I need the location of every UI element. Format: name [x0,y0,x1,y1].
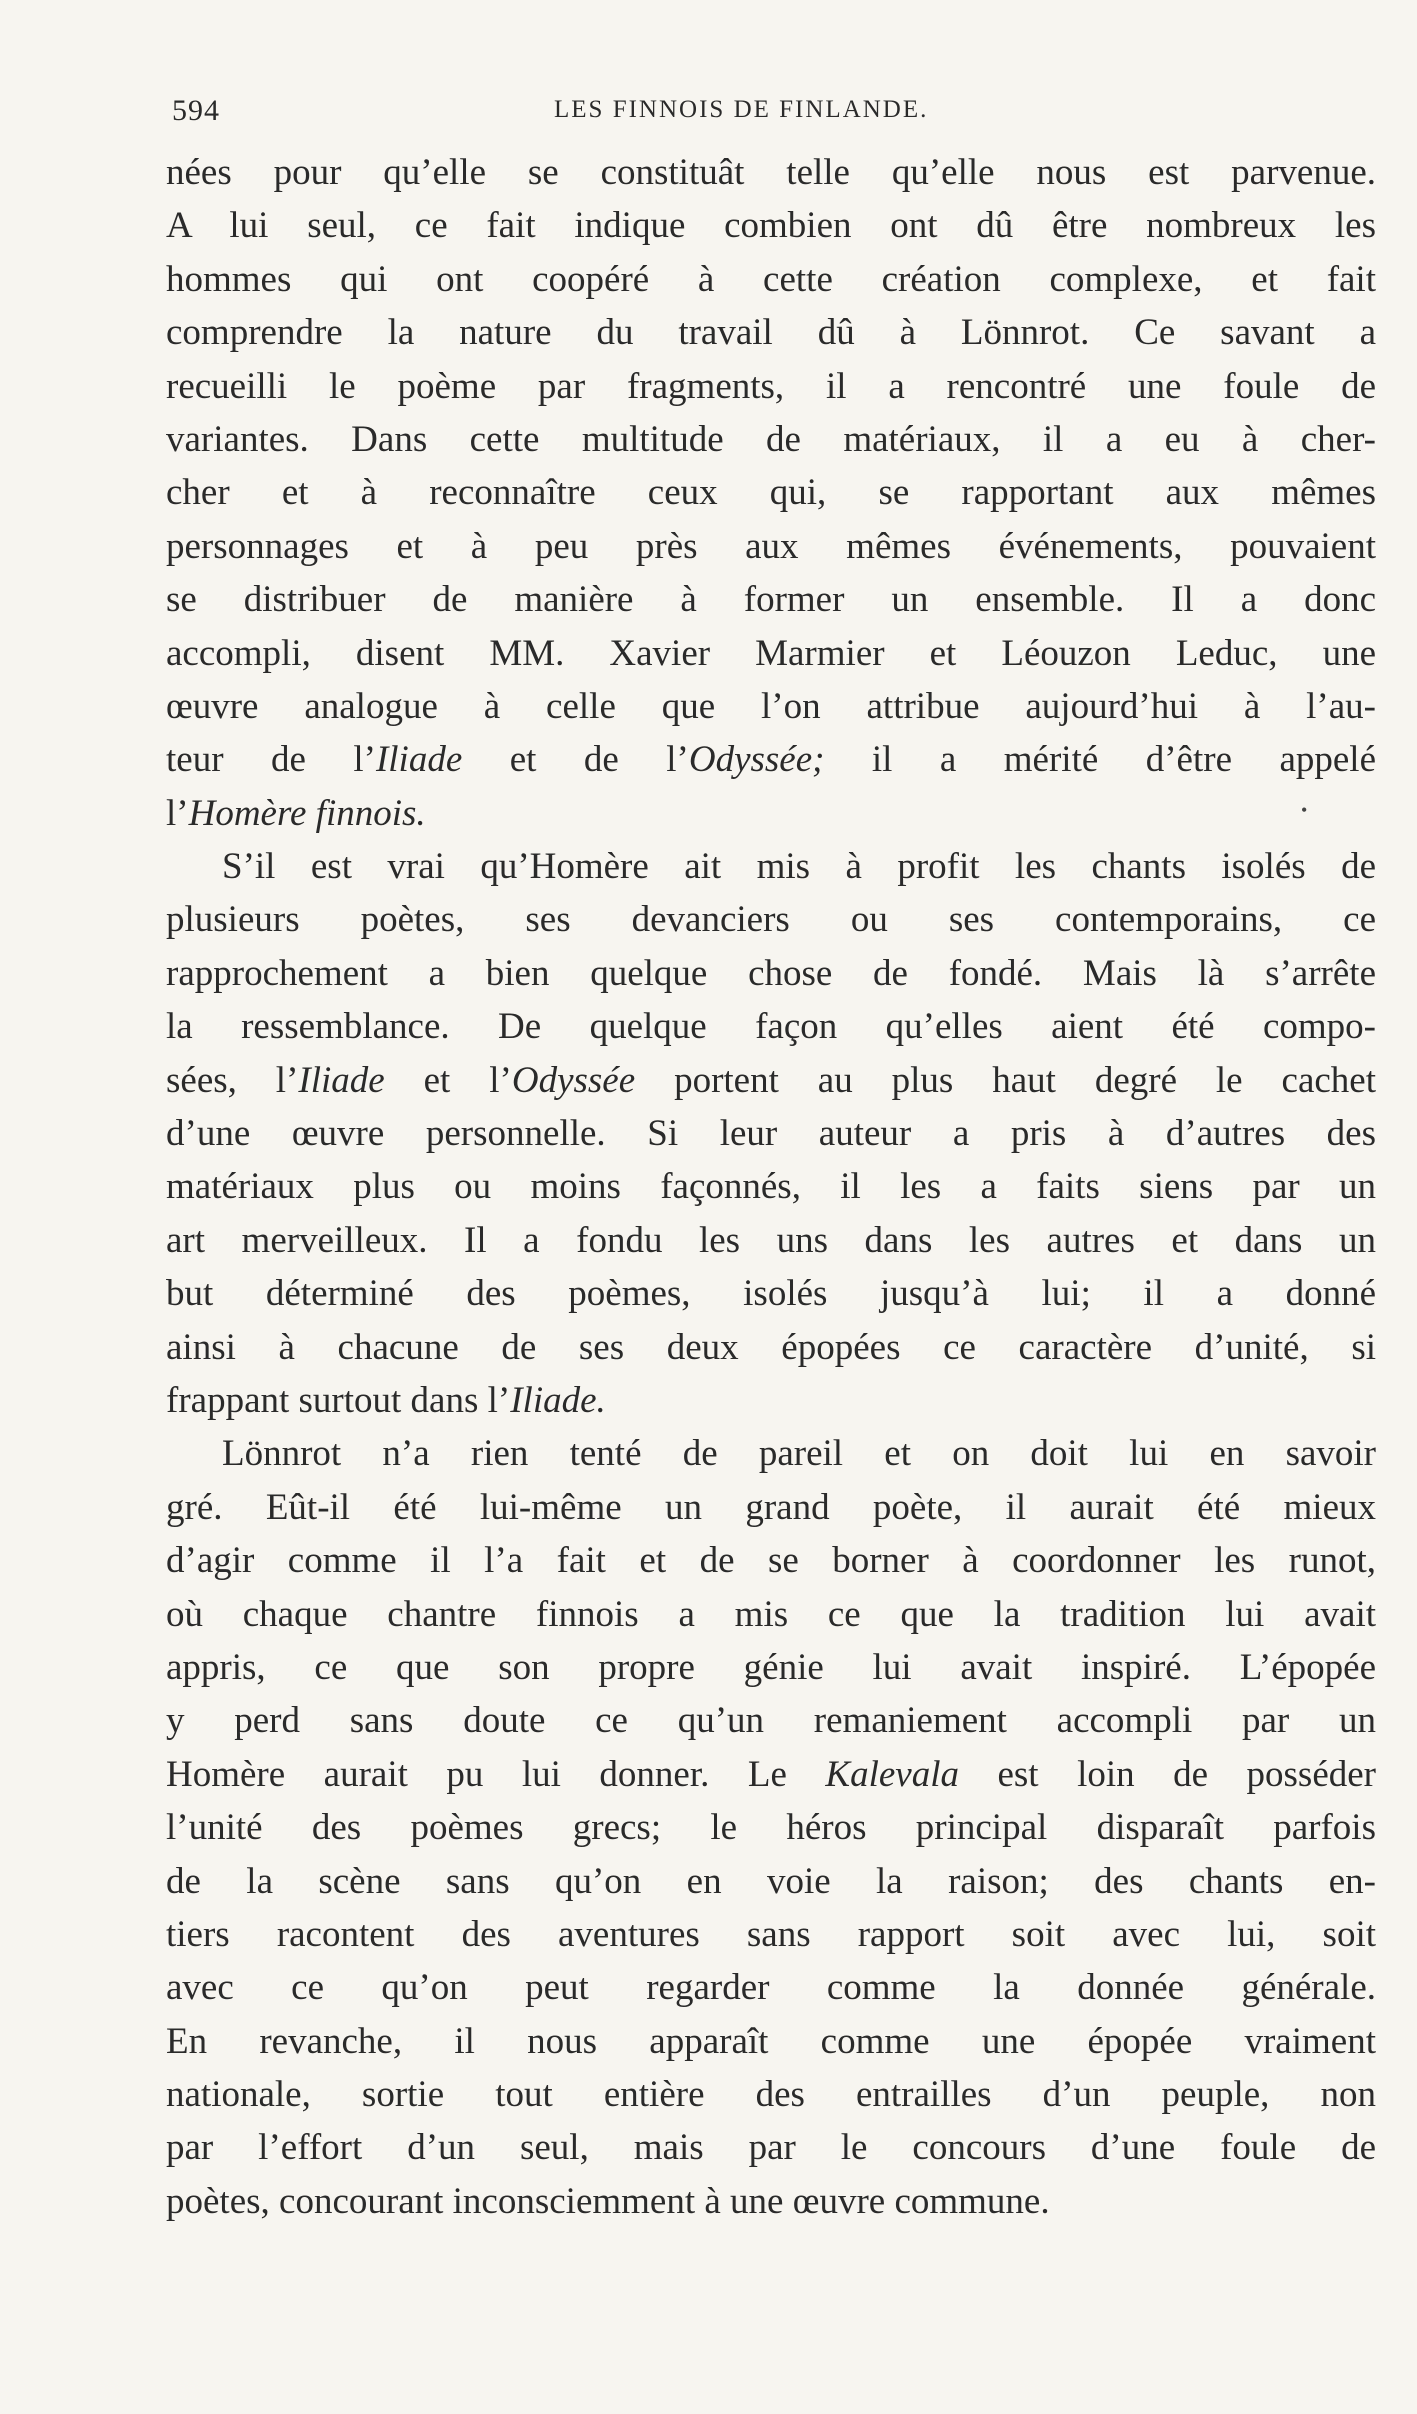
text-line [166,787,1376,840]
italic-title: Odyssée; [688,739,825,781]
text-line [166,840,1376,893]
text-run: recueilli le poème par fragments, il a rencontré une foule de [166,365,1376,407]
text-run: y perd sans doute ce qu’un remaniement accompli par un [166,1700,1376,1742]
text-line [166,1267,1376,1320]
text-line [166,893,1376,946]
text-run: et de l’ [462,739,689,781]
text-run: il a mérité d’être appelé [824,739,1376,781]
text-line [166,733,1376,786]
text-run: l’ [166,792,189,834]
text-run: teur de l’ [166,739,376,781]
text-line [166,1427,1376,1480]
text-run: tiers racontent des aventures sans rapport soit avec lui, soit [166,1913,1376,1955]
text-run: accompli, disent MM. Xavier Marmier et Léouzon Leduc, une [166,632,1376,674]
stray-mark-dot: • [1301,800,1308,820]
text-run: avec ce qu’on peut regarder comme la donnée générale. [166,1967,1376,2009]
text-line [166,466,1376,519]
text-run: A lui seul, ce fait indique combien ont dû être nombreux les [166,205,1376,247]
text-line [166,520,1376,573]
running-title: LES FINNOIS DE FINLANDE. [554,96,929,123]
text-line [166,360,1376,413]
text-run: sées, l’ [166,1059,299,1101]
text-line [166,2175,1376,2228]
text-line [166,1694,1376,1747]
text-run: frappant surtout dans l’ [166,1379,511,1421]
running-head [172,94,1372,134]
text-run: Lönnrot n’a rien tenté de pareil et on doit lui en savoir [222,1433,1376,1475]
text-run: Homère aurait pu lui donner. Le [166,1753,826,1795]
text-line [166,1107,1376,1160]
text-line [166,1961,1376,2014]
text-run: comprendre la nature du travail dû à Lönnrot. Ce savant a [166,312,1376,354]
text-run: et l’ [384,1059,512,1101]
text-line [166,1855,1376,1908]
text-run: gré. Eût-il été lui-même un grand poète, il aurait été mieux [166,1486,1376,1528]
italic-title: Iliade [375,739,463,781]
text-line [166,413,1376,466]
text-run: hommes qui ont coopéré à cette création complexe, et fait [166,258,1376,300]
text-run: se distribuer de manière à former un ensemble. Il a donc [166,579,1376,621]
text-line [166,1534,1376,1587]
text-line [166,1321,1376,1374]
text-line [166,1160,1376,1213]
text-run: d’agir comme il l’a fait et de se borner à coordonner les runot, [166,1540,1376,1582]
text-run: nées pour qu’elle se constituât telle qu’elle nous est parvenue. [166,152,1376,193]
text-line [166,2068,1376,2121]
text-run: cher et à reconnaître ceux qui, se rapportant aux mêmes [166,472,1376,514]
text-line [166,1748,1376,1801]
text-run: de la scène sans qu’on en voie la raison; des chants en- [166,1860,1376,1902]
text-run: personnages et à peu près aux mêmes événements, pouvaient [166,525,1376,567]
text-run: variantes. Dans cette multitude de matériaux, il a eu à cher- [166,418,1376,460]
text-run: l’unité des poèmes grecs; le héros principal disparaît parfois [166,1807,1376,1849]
text-line [166,947,1376,1000]
text-run: portent au plus haut degré le cachet [635,1059,1376,1101]
text-line [166,146,1376,199]
text-line [166,306,1376,359]
text-run: plusieurs poètes, ses devanciers ou ses contemporains, ce [166,899,1376,941]
text-line [166,1054,1376,1107]
text-line [166,573,1376,626]
text-run: but déterminé des poèmes, isolés jusqu’à lui; il a donné [166,1273,1376,1315]
text-line [166,1588,1376,1641]
text-run: nationale, sortie tout entière des entrailles d’un peuple, non [166,2074,1376,2116]
page-number: 594 [172,94,220,127]
text-line [166,627,1376,680]
text-line [166,253,1376,306]
text-line [166,199,1376,252]
text-run: où chaque chantre finnois a mis ce que la tradition lui avait [166,1593,1376,1635]
text-run: S’il est vrai qu’Homère ait mis à profit les chants isolés de [222,846,1376,888]
text-line [166,1641,1376,1694]
italic-title: Homère finnois. [188,792,426,834]
text-run: matériaux plus ou moins façonnés, il les a faits siens par un [166,1166,1376,1208]
text-line [166,1214,1376,1267]
text-line [166,1908,1376,1961]
text-run: rapprochement a bien quelque chose de fondé. Mais là s’arrête [166,952,1376,994]
italic-title: Kalevala [825,1753,959,1795]
text-run: œuvre analogue à celle que l’on attribue aujourd’hui à l’au- [166,685,1376,727]
text-run: art merveilleux. Il a fondu les uns dans les autres et dans un [166,1219,1376,1261]
text-run: d’une œuvre personnelle. Si leur auteur a pris à d’autres des [166,1113,1376,1155]
italic-title: Odyssée [511,1059,636,1101]
text-run: poètes, concourant inconsciemment à une œuvre commune. [166,2180,1050,2222]
body-text [166,146,1376,2228]
text-run: En revanche, il nous apparaît comme une épopée vraiment [166,2020,1376,2062]
text-line [166,1000,1376,1053]
italic-title: Iliade. [510,1379,606,1421]
text-run: appris, ce que son propre génie lui avait inspiré. L’épopée [166,1646,1376,1688]
text-run: par l’effort d’un seul, mais par le concours d’une foule de [166,2127,1376,2169]
text-run: la ressemblance. De quelque façon qu’elles aient été compo- [166,1006,1376,1048]
text-line [166,1801,1376,1854]
text-run: ainsi à chacune de ses deux épopées ce caractère d’unité, si [166,1326,1376,1368]
text-line [166,1374,1376,1427]
text-line [166,2015,1376,2068]
text-run: est loin de posséder [958,1753,1376,1795]
text-line [166,2121,1376,2174]
text-line [166,1481,1376,1534]
italic-title: Iliade [298,1059,385,1101]
text-line [166,680,1376,733]
